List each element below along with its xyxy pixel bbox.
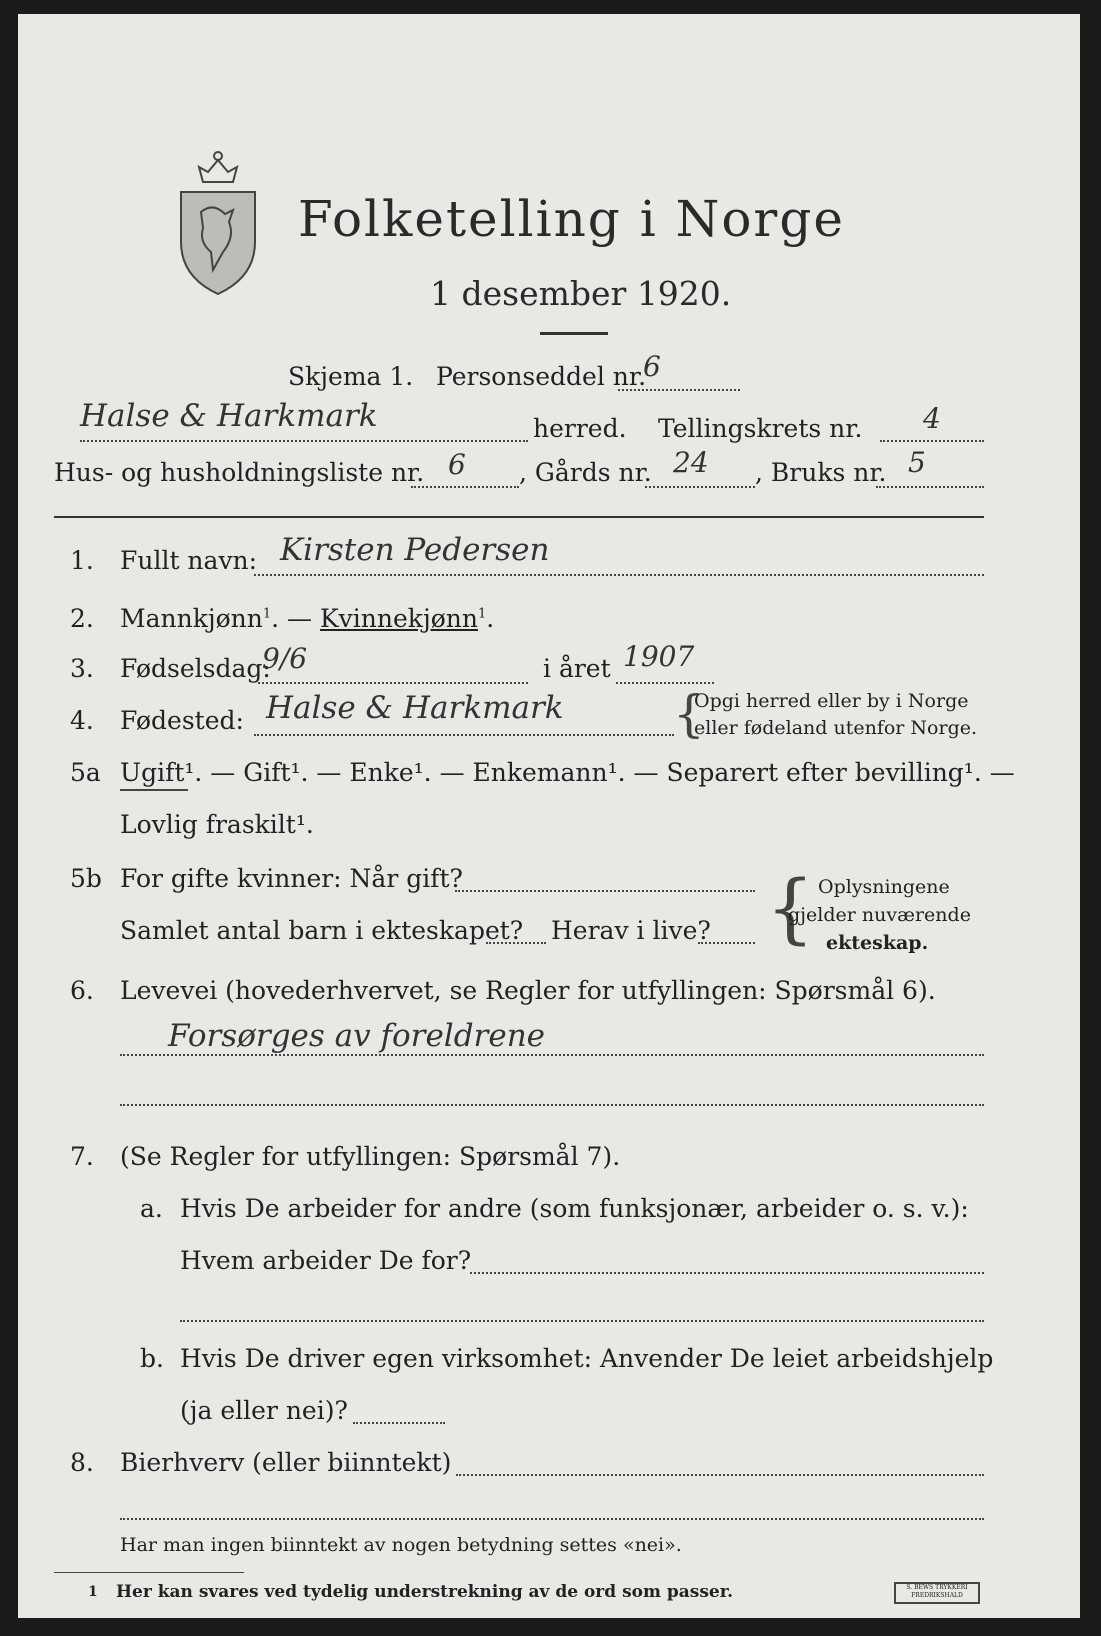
skjema-label: Skjema 1. [288, 362, 414, 391]
printer-stamp: S. BEWS TRYKKERI FREDRIKSHALD [894, 1582, 980, 1604]
q4-brace: { [673, 685, 705, 743]
q2-male[interactable]: Mannkjønn [120, 604, 263, 633]
q1-number: 1. [70, 546, 94, 575]
q7a-letter: a. [140, 1194, 163, 1223]
q8-number: 8. [70, 1448, 94, 1477]
q6-label: Levevei (hovederhvervet, se Regler for utfyllingen: Spørsmål 6). [120, 976, 936, 1005]
gards-label: , Gårds nr. [519, 458, 652, 487]
bruks-label: , Bruks nr. [755, 458, 887, 487]
q3-year-label: i året [543, 654, 611, 683]
q7b-sub: (ja eller nei)? [180, 1396, 348, 1425]
q3-field-line [258, 682, 528, 684]
herred-value[interactable]: Halse & Harkmark [80, 398, 378, 434]
tellingskrets-field-line [880, 440, 984, 442]
q5b-note-2: gjelder nuværende [788, 904, 971, 926]
census-form [18, 14, 1080, 1618]
footnote-mark: 1 [88, 1584, 98, 1600]
q5b-label-2: Samlet antal barn i ekteskapet? [120, 916, 524, 945]
q5a-ugift-underline [120, 789, 188, 791]
gards-value[interactable]: 24 [673, 446, 709, 479]
q1-field-line [254, 574, 984, 576]
header-divider [54, 516, 984, 518]
q5a-options-cont[interactable]: Lovlig fraskilt¹. [120, 810, 314, 839]
herred-label: herred. [533, 414, 627, 443]
q6-value[interactable]: Forsørges av foreldrene [168, 1018, 546, 1054]
personseddel-value[interactable]: 6 [643, 350, 661, 383]
tellingskrets-label: Tellingskrets nr. [658, 414, 863, 443]
bruks-value[interactable]: 5 [908, 446, 926, 479]
husholdning-field-line [411, 486, 519, 488]
q3-number: 3. [70, 654, 94, 683]
q1-value[interactable]: Kirsten Pedersen [280, 532, 550, 568]
q6-field-line-1 [120, 1054, 984, 1056]
q4-field-line [254, 734, 674, 736]
coat-of-arms-icon [173, 142, 263, 302]
q7a-field-line-1 [470, 1272, 984, 1274]
q4-value[interactable]: Halse & Harkmark [266, 690, 564, 726]
bruks-field-line [876, 486, 984, 488]
tellingskrets-value[interactable]: 4 [923, 402, 941, 435]
q7a-field-line-2 [180, 1320, 984, 1322]
q7-label: (Se Regler for utfyllingen: Spørsmål 7). [120, 1142, 621, 1171]
q5b-field-line-2 [486, 942, 546, 944]
q5b-label-1: For gifte kvinner: Når gift? [120, 864, 463, 893]
q4-label: Fødested: [120, 706, 244, 735]
q1-label: Fullt navn: [120, 546, 258, 575]
husholdning-label: Hus- og husholdningsliste nr. [54, 458, 425, 487]
herred-field-line [80, 440, 528, 442]
footnote-text: Her kan svares ved tydelig understrekning av de ord som passer. [116, 1582, 734, 1602]
footer-note: Har man ingen biinntekt av nogen betydning settes «nei». [120, 1534, 682, 1556]
q2-female[interactable]: Kvinnekjønn [320, 604, 478, 633]
q4-number: 4. [70, 706, 94, 735]
husholdning-value[interactable]: 6 [448, 448, 466, 481]
q5b-note-1: Oplysningene [818, 876, 950, 898]
q5b-field-line-3 [698, 942, 755, 944]
q4-note-1: Opgi herred eller by i Norge [694, 690, 969, 712]
q7a-sub: Hvem arbeider De for? [180, 1246, 472, 1275]
q6-number: 6. [70, 976, 94, 1005]
q5b-label-3: Herav i live? [551, 916, 711, 945]
q8-field-line-2 [120, 1518, 984, 1520]
q8-label: Bierhverv (eller biinntekt) [120, 1448, 452, 1477]
q5b-number: 5b [70, 864, 102, 893]
q7b-letter: b. [140, 1344, 164, 1373]
q4-note-2: eller fødeland utenfor Norge. [694, 717, 978, 739]
gards-field-line [645, 486, 755, 488]
personseddel-label: Personseddel nr. [436, 362, 647, 391]
q3-year-value[interactable]: 1907 [623, 640, 695, 673]
personseddel-field-line [618, 389, 740, 391]
q2-number: 2. [70, 604, 94, 633]
title-divider [540, 332, 608, 335]
q8-field-line-1 [456, 1474, 984, 1476]
q2-options: Mannkjønn$^1$. — Kvinnekjønn$^1$. [120, 604, 495, 633]
q5a-options[interactable]: Ugift¹. — Gift¹. — Enke¹. — Enkemann¹. — Separert efter bevilling¹. — [120, 758, 1015, 787]
form-title: Folketelling i Norge [298, 190, 845, 248]
q3-value[interactable]: 9/6 [262, 642, 308, 675]
q6-field-line-2 [120, 1104, 984, 1106]
q5a-number: 5a [70, 758, 101, 787]
q5b-note-3: ekteskap. [826, 932, 929, 954]
q5b-field-line-1 [455, 890, 755, 892]
form-date: 1 desember 1920. [430, 274, 732, 313]
footnote-divider [54, 1572, 244, 1573]
q7a-text: Hvis De arbeider for andre (som funksjonær, arbeider o. s. v.): [180, 1194, 969, 1223]
q7-number: 7. [70, 1142, 94, 1171]
q5b-brace: { [766, 863, 815, 952]
q3-label: Fødselsdag: [120, 654, 271, 683]
q7b-field-line [353, 1422, 445, 1424]
q7b-text: Hvis De driver egen virksomhet: Anvender De leiet arbeidshjelp [180, 1344, 994, 1373]
